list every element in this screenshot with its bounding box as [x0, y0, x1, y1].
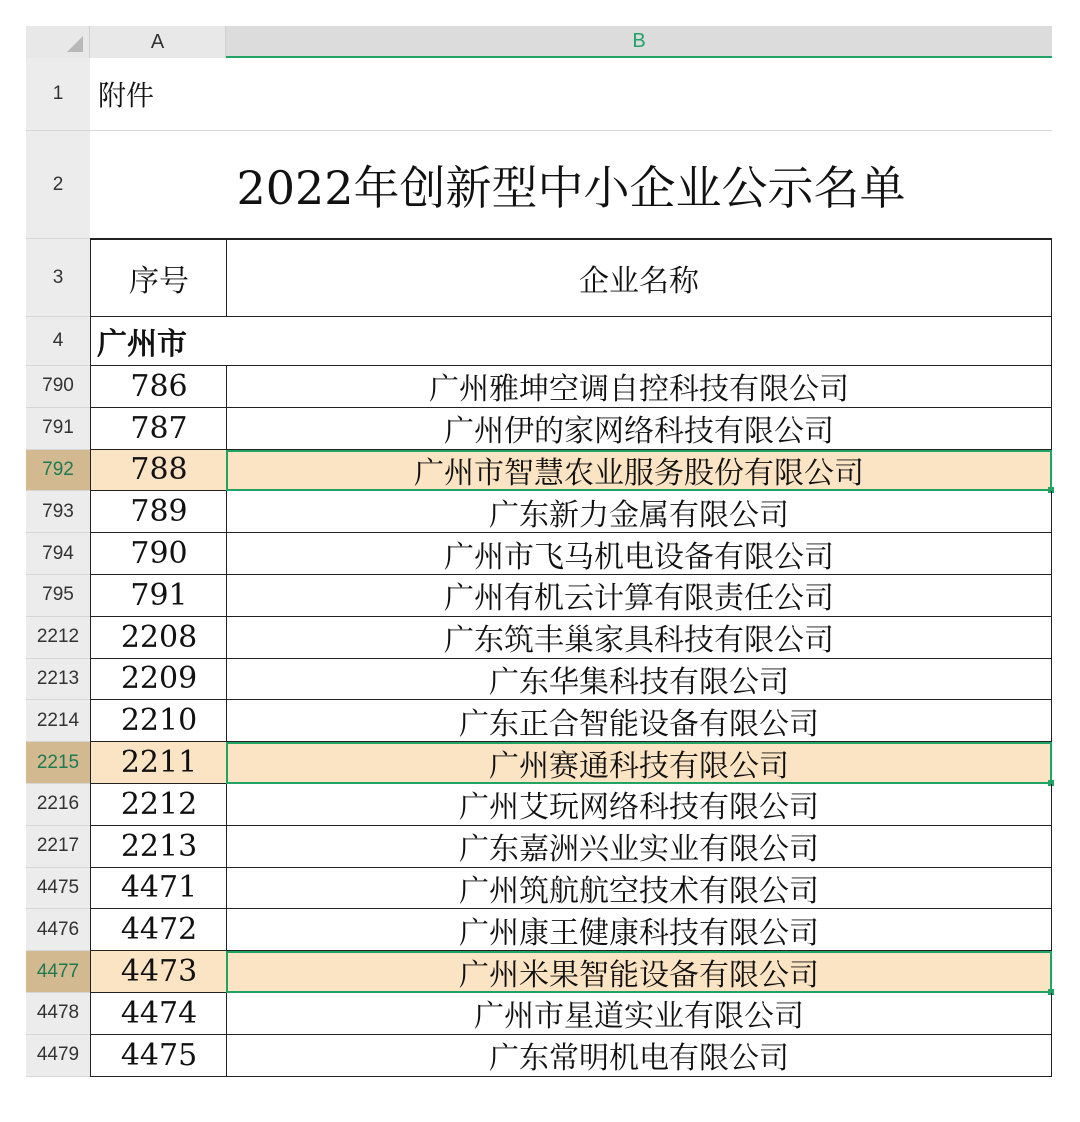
seq-cell[interactable]: 786 [90, 366, 227, 408]
row-header-1[interactable]: 1 [26, 58, 90, 131]
seq-cell[interactable]: 789 [90, 491, 227, 533]
company-name-cell[interactable]: 广东新力金属有限公司 [226, 491, 1052, 533]
column-header-b[interactable]: B [226, 26, 1052, 58]
company-name-cell[interactable]: 广州市飞马机电设备有限公司 [226, 533, 1052, 575]
row-header[interactable]: 4476 [26, 909, 90, 951]
row-header[interactable]: 2215 [26, 742, 90, 784]
company-name-cell[interactable]: 广州赛通科技有限公司 [226, 742, 1052, 784]
company-name-cell[interactable]: 广州米果智能设备有限公司 [226, 951, 1052, 993]
seq-header-cell[interactable]: 序号 [90, 239, 227, 317]
row-header[interactable]: 791 [26, 408, 90, 450]
company-name-cell[interactable]: 广东华集科技有限公司 [226, 659, 1052, 701]
company-name-cell[interactable]: 广州雅坤空调自控科技有限公司 [226, 366, 1052, 408]
seq-cell[interactable]: 787 [90, 408, 227, 450]
row-header[interactable]: 2216 [26, 784, 90, 826]
row-header[interactable]: 4477 [26, 951, 90, 993]
seq-cell[interactable]: 2213 [90, 826, 227, 868]
row-header[interactable]: 2214 [26, 700, 90, 742]
row-header[interactable]: 795 [26, 575, 90, 617]
company-name-cell[interactable]: 广州康王健康科技有限公司 [226, 909, 1052, 951]
seq-cell[interactable]: 790 [90, 533, 227, 575]
row-header[interactable]: 2213 [26, 659, 90, 701]
row-header[interactable]: 4479 [26, 1035, 90, 1077]
row-header[interactable]: 793 [26, 491, 90, 533]
row-header-2[interactable]: 2 [26, 131, 90, 239]
row-header[interactable]: 792 [26, 450, 90, 492]
company-name-cell[interactable]: 广州有机云计算有限责任公司 [226, 575, 1052, 617]
seq-cell[interactable]: 4475 [90, 1035, 227, 1077]
select-all-triangle-icon [67, 36, 83, 52]
row-header[interactable]: 2212 [26, 617, 90, 659]
row-header[interactable]: 790 [26, 366, 90, 408]
company-name-cell[interactable]: 广东筑丰巢家具科技有限公司 [226, 617, 1052, 659]
company-name-cell[interactable]: 广州艾玩网络科技有限公司 [226, 784, 1052, 826]
sheet-title-cell[interactable]: 2022年创新型中小企业公示名单 [90, 131, 1052, 239]
seq-cell[interactable]: 2209 [90, 659, 227, 701]
row-header[interactable]: 4478 [26, 993, 90, 1035]
company-name-cell[interactable]: 广州筑航航空技术有限公司 [226, 868, 1052, 910]
select-all-corner[interactable] [26, 26, 90, 58]
seq-cell[interactable]: 788 [90, 450, 227, 492]
row-header[interactable]: 2217 [26, 826, 90, 868]
attachment-label-cell[interactable]: 附件 [90, 58, 1052, 131]
company-name-cell[interactable]: 广东嘉洲兴业实业有限公司 [226, 826, 1052, 868]
seq-cell[interactable]: 2210 [90, 700, 227, 742]
row-header[interactable]: 4475 [26, 868, 90, 910]
company-name-cell[interactable]: 广东常明机电有限公司 [226, 1035, 1052, 1077]
company-name-cell[interactable]: 广州市星道实业有限公司 [226, 993, 1052, 1035]
row-header[interactable]: 794 [26, 533, 90, 575]
seq-cell[interactable]: 2211 [90, 742, 227, 784]
seq-cell[interactable]: 791 [90, 575, 227, 617]
seq-cell[interactable]: 4474 [90, 993, 227, 1035]
company-name-cell[interactable]: 广东正合智能设备有限公司 [226, 700, 1052, 742]
row-header-4[interactable]: 4 [26, 317, 90, 366]
seq-cell[interactable]: 2208 [90, 617, 227, 659]
row-header-3[interactable]: 3 [26, 239, 90, 317]
city-group-cell[interactable]: 广州市 [90, 317, 1052, 366]
seq-cell[interactable]: 4471 [90, 868, 227, 910]
seq-cell[interactable]: 2212 [90, 784, 227, 826]
column-header-a[interactable]: A [90, 26, 226, 58]
company-name-header-cell[interactable]: 企业名称 [226, 239, 1052, 317]
seq-cell[interactable]: 4472 [90, 909, 227, 951]
company-name-cell[interactable]: 广州市智慧农业服务股份有限公司 [226, 450, 1052, 492]
company-name-cell[interactable]: 广州伊的家网络科技有限公司 [226, 408, 1052, 450]
seq-cell[interactable]: 4473 [90, 951, 227, 993]
